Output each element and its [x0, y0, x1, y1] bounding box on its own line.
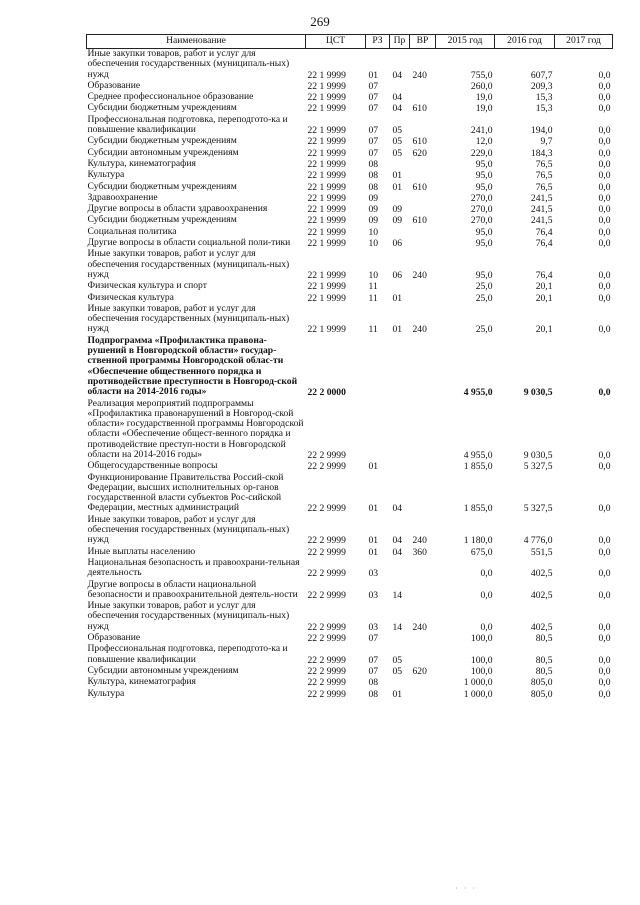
row-2017: 0,0 — [598, 665, 611, 677]
row-name: Субсидии бюджетным учреждениям — [87, 180, 237, 192]
row-2015: 0,0 — [480, 589, 493, 601]
row-rz: 03 — [368, 568, 379, 580]
row-vr: 240 — [412, 535, 427, 547]
row-vr — [410, 336, 436, 399]
row-cst: 22 1 9999 — [307, 324, 346, 336]
row-rz: 01 — [368, 461, 379, 473]
row-2016: 20,1 — [535, 324, 553, 336]
row-pr: 05 — [392, 136, 403, 148]
header-2015: 2015 год — [436, 35, 495, 49]
header-2017: 2017 год — [555, 35, 613, 49]
row-cst: 22 1 9999 — [307, 158, 346, 170]
row-pr: 01 — [392, 324, 403, 336]
row-rz: 07 — [368, 80, 379, 92]
row-cst: 22 2 9999 — [307, 449, 346, 461]
row-2017: 0,0 — [598, 324, 611, 336]
row-rz: 07 — [368, 103, 379, 115]
row-name: Иные выплаты населению — [87, 545, 196, 557]
row-2017: 0,0 — [598, 503, 611, 515]
table-row — [87, 580, 613, 602]
row-vr — [410, 204, 436, 215]
row-name: Иные закупки товаров, работ и услуг для обеспечения государственных (муниципаль-ных) нужд — [87, 48, 290, 80]
row-cst: 22 1 9999 — [307, 238, 346, 250]
row-rz: 10 — [368, 226, 379, 238]
row-2017: 0,0 — [598, 192, 611, 204]
row-cst: 22 1 9999 — [307, 269, 346, 281]
row-cst: 22 2 9999 — [307, 461, 346, 473]
row-rz: 10 — [368, 269, 379, 281]
row-rz: 03 — [368, 621, 379, 633]
row-2015: 270,0 — [470, 215, 493, 227]
row-cst: 22 1 9999 — [307, 226, 346, 238]
row-2017: 0,0 — [598, 238, 611, 250]
row-name: Социальная политика — [87, 225, 177, 237]
budget-table — [86, 34, 613, 700]
row-vr — [410, 399, 436, 462]
row-2015: 270,0 — [470, 192, 493, 204]
row-cst: 22 1 9999 — [307, 136, 346, 148]
row-2017: 0,0 — [598, 281, 611, 293]
table-row — [87, 644, 613, 666]
row-vr — [410, 92, 436, 103]
row-name: Культура, кинематография — [87, 676, 196, 688]
row-vr — [410, 193, 436, 204]
row-name: Национальная безопасность и правоохрани-тельная деятельность — [87, 556, 300, 579]
row-name: Физическая культура и спорт — [87, 280, 207, 292]
row-2017: 0,0 — [598, 158, 611, 170]
row-2016: 76,4 — [535, 226, 553, 238]
row-2016: 76,5 — [535, 158, 553, 170]
row-2017: 0,0 — [598, 589, 611, 601]
row-pr: 05 — [392, 654, 403, 666]
row-name: Культура — [87, 169, 125, 181]
row-2016: 805,0 — [530, 688, 553, 700]
row-cst: 22 1 9999 — [307, 181, 346, 193]
row-rz: 09 — [368, 215, 379, 227]
row-rz: 09 — [368, 192, 379, 204]
row-2017: 0,0 — [598, 535, 611, 547]
row-name: Среднее профессиональное образование — [87, 91, 254, 103]
row-2015: 25,0 — [475, 281, 493, 293]
row-2015: 4 955,0 — [463, 387, 493, 399]
row-pr: 06 — [392, 238, 403, 250]
row-rz: 09 — [368, 204, 379, 216]
row-2017: 0,0 — [598, 80, 611, 92]
row-2015: 270,0 — [470, 204, 493, 216]
row-cst: 22 2 9999 — [307, 621, 346, 633]
row-pr — [390, 336, 410, 399]
row-2017: 0,0 — [598, 181, 611, 193]
row-name: Образование — [87, 632, 141, 644]
row-cst: 22 1 9999 — [307, 125, 346, 137]
row-cst: 22 2 9999 — [307, 535, 346, 547]
table-row — [87, 473, 613, 515]
row-pr: 05 — [392, 147, 403, 159]
row-2016: 209,3 — [530, 80, 553, 92]
row-pr — [390, 159, 410, 170]
row-name: Культура, кинематография — [87, 157, 196, 169]
row-vr: 240 — [412, 621, 427, 633]
row-pr: 05 — [392, 125, 403, 137]
row-2015: 241,0 — [470, 125, 493, 137]
row-vr: 240 — [412, 69, 427, 81]
row-pr: 04 — [392, 546, 403, 558]
row-2015: 95,0 — [475, 269, 493, 281]
table-header-row — [87, 35, 613, 49]
row-rz: 07 — [368, 147, 379, 159]
table-row — [87, 689, 613, 700]
row-2015: 95,0 — [475, 226, 493, 238]
table-row — [87, 182, 613, 193]
row-rz: 08 — [368, 181, 379, 193]
table-row — [87, 281, 613, 292]
row-2016: 805,0 — [530, 677, 553, 689]
header-name: Наименование — [87, 35, 306, 49]
row-2016: 402,5 — [530, 589, 553, 601]
row-vr: 360 — [412, 546, 427, 558]
row-pr: 04 — [392, 92, 403, 104]
row-2017: 0,0 — [598, 92, 611, 104]
header-2016: 2016 год — [495, 35, 555, 49]
row-pr: 04 — [392, 503, 403, 515]
row-vr: 610 — [412, 103, 427, 115]
row-2016: 241,5 — [530, 215, 553, 227]
row-vr — [410, 159, 436, 170]
row-name: Профессиональная подготовка, переподгото-ка и повышение квалификации — [87, 643, 288, 665]
row-rz: 07 — [368, 665, 379, 677]
table-row — [87, 170, 613, 181]
row-2017: 0,0 — [598, 136, 611, 148]
row-cst: 22 2 9999 — [307, 503, 346, 515]
row-vr — [410, 644, 436, 666]
row-vr — [410, 633, 436, 644]
row-2015: 1 000,0 — [463, 688, 493, 700]
row-pr: 04 — [392, 535, 403, 547]
row-vr: 240 — [412, 324, 427, 336]
row-2017: 0,0 — [598, 215, 611, 227]
row-2015: 675,0 — [470, 546, 493, 558]
row-pr — [390, 558, 410, 580]
row-cst: 22 1 9999 — [307, 170, 346, 182]
row-cst: 22 1 9999 — [307, 92, 346, 104]
row-2016: 76,5 — [535, 181, 553, 193]
row-2016: 20,1 — [535, 292, 553, 304]
row-cst: 22 2 9999 — [307, 654, 346, 666]
row-name: Иные закупки товаров, работ и услуг для обеспечения государственных (муниципаль-ных) нужд — [87, 248, 290, 280]
row-2016: 15,3 — [535, 92, 553, 104]
row-rz: 07 — [368, 92, 379, 104]
table-row — [87, 461, 613, 472]
row-2016: 80,5 — [535, 633, 553, 645]
row-2015: 1 180,0 — [463, 535, 493, 547]
row-vr — [410, 227, 436, 238]
row-name: Субсидии автономным учреждениям — [87, 146, 239, 158]
table-row — [87, 115, 613, 137]
row-vr — [410, 558, 436, 580]
row-cst: 22 1 9999 — [307, 204, 346, 216]
row-2017: 0,0 — [598, 69, 611, 81]
row-2017: 0,0 — [598, 461, 611, 473]
row-2015: 95,0 — [475, 181, 493, 193]
row-rz: 01 — [368, 546, 379, 558]
row-cst: 22 2 9999 — [307, 589, 346, 601]
row-cst: 22 2 9999 — [307, 665, 346, 677]
row-2016: 184,3 — [530, 147, 553, 159]
row-rz: 07 — [368, 633, 379, 645]
row-rz: 01 — [368, 535, 379, 547]
row-cst: 22 2 9999 — [307, 677, 346, 689]
row-2015: 1 855,0 — [463, 503, 493, 515]
row-vr — [410, 170, 436, 181]
row-2015: 1 000,0 — [463, 677, 493, 689]
row-pr — [390, 281, 410, 292]
row-2017: 0,0 — [598, 449, 611, 461]
row-2017: 0,0 — [598, 568, 611, 580]
row-cst: 22 2 0000 — [307, 387, 346, 399]
row-pr — [390, 193, 410, 204]
row-2017: 0,0 — [598, 654, 611, 666]
row-2015: 25,0 — [475, 292, 493, 304]
row-vr — [410, 281, 436, 292]
row-pr: 01 — [392, 170, 403, 182]
table-row — [87, 304, 613, 336]
row-2017: 0,0 — [598, 147, 611, 159]
row-pr: 05 — [392, 665, 403, 677]
table-row — [87, 601, 613, 633]
row-cst: 22 2 9999 — [307, 688, 346, 700]
row-2015: 4 955,0 — [463, 449, 493, 461]
row-vr: 620 — [412, 665, 427, 677]
row-name: Другие вопросы в области социальной поли-тики — [87, 237, 291, 249]
row-rz — [366, 399, 390, 462]
row-2017: 0,0 — [598, 677, 611, 689]
row-rz: 11 — [368, 292, 378, 304]
row-pr: 06 — [392, 269, 403, 281]
row-name: Реализация мероприятий подпрограммы «Профилактика правонарушений в Новгород-ской области» государственной программы Новгородской области «Обеспечение общест-венного порядка и противодействие преступ-ности в Новгородской области на 2014-2016 годы» — [87, 397, 304, 460]
row-pr: 01 — [392, 292, 403, 304]
row-2015: 95,0 — [475, 170, 493, 182]
row-rz: 08 — [368, 688, 379, 700]
table-row — [87, 49, 613, 81]
row-pr: 01 — [392, 181, 403, 193]
header-vr: ВР — [410, 35, 436, 49]
row-rz: 01 — [368, 503, 379, 515]
row-2017: 0,0 — [598, 546, 611, 558]
row-2015: 229,0 — [470, 147, 493, 159]
row-pr: 09 — [392, 215, 403, 227]
row-2015: 19,0 — [475, 92, 493, 104]
row-2015: 95,0 — [475, 158, 493, 170]
row-rz: 07 — [368, 654, 379, 666]
row-name: Субсидии бюджетным учреждениям — [87, 135, 237, 147]
row-rz: 07 — [368, 136, 379, 148]
row-2017: 0,0 — [598, 269, 611, 281]
row-pr: 04 — [392, 69, 403, 81]
table-row — [87, 249, 613, 281]
row-2017: 0,0 — [598, 292, 611, 304]
row-rz: 01 — [368, 69, 379, 81]
row-name: Иные закупки товаров, работ и услуг для обеспечения государственных (муниципаль-ных) нужд — [87, 302, 290, 335]
row-2015: 1 855,0 — [463, 461, 493, 473]
table-row — [87, 515, 613, 547]
row-2016: 241,5 — [530, 192, 553, 204]
row-name: Субсидии автономным учреждениям — [87, 664, 239, 676]
row-vr — [410, 461, 436, 472]
row-pr — [390, 677, 410, 688]
table-row — [87, 336, 613, 399]
row-name: Здравоохранение — [87, 191, 158, 203]
row-vr: 610 — [412, 181, 427, 193]
row-pr — [390, 81, 410, 92]
row-2016: 194,0 — [530, 125, 553, 137]
row-vr: 240 — [412, 269, 427, 281]
table-row — [87, 399, 613, 462]
row-2015: 12,0 — [475, 136, 493, 148]
row-2016: 76,4 — [535, 269, 553, 281]
row-vr: 610 — [412, 136, 427, 148]
row-2017: 0,0 — [598, 621, 611, 633]
page-number: 269 — [310, 14, 330, 29]
row-pr: 14 — [392, 589, 403, 601]
row-cst: 22 2 9999 — [307, 568, 346, 580]
row-pr — [390, 461, 410, 472]
row-vr — [410, 689, 436, 700]
row-rz: 07 — [368, 125, 379, 137]
row-2016: 607,7 — [530, 69, 553, 81]
row-2016: 5 327,5 — [523, 503, 553, 515]
row-name: Другие вопросы в области национальной безопасности и правоохранительной деятель-ности — [87, 578, 298, 600]
row-2015: 260,0 — [470, 80, 493, 92]
scan-artifact: · · · — [455, 884, 477, 893]
row-cst: 22 1 9999 — [307, 69, 346, 81]
row-name: Профессиональная подготовка, переподгото-ка и повышение квалификации — [87, 113, 288, 136]
row-2015: 100,0 — [470, 665, 493, 677]
row-2017: 0,0 — [598, 387, 611, 399]
row-cst: 22 1 9999 — [307, 215, 346, 227]
row-2016: 9,7 — [540, 136, 553, 148]
row-pr: 09 — [392, 204, 403, 216]
row-2015: 100,0 — [470, 633, 493, 645]
row-2016: 5 327,5 — [523, 461, 553, 473]
row-cst: 22 1 9999 — [307, 292, 346, 304]
row-2017: 0,0 — [598, 633, 611, 645]
row-pr: 01 — [392, 688, 403, 700]
row-vr — [410, 81, 436, 92]
row-rz: 08 — [368, 158, 379, 170]
row-rz: 08 — [368, 170, 379, 182]
row-2016: 4 776,0 — [523, 535, 553, 547]
table-row — [87, 677, 613, 688]
row-name: Субсидии бюджетным учреждениям — [87, 214, 237, 226]
row-vr — [410, 293, 436, 304]
header-rz: РЗ — [366, 35, 390, 49]
row-pr: 04 — [392, 103, 403, 115]
row-rz: 11 — [368, 281, 378, 293]
row-vr — [410, 580, 436, 602]
row-2016: 80,5 — [535, 665, 553, 677]
row-name: Другие вопросы в области здравоохранения — [87, 203, 268, 215]
row-2016: 9 030,5 — [523, 387, 553, 399]
row-2016: 402,5 — [530, 568, 553, 580]
row-2015: 95,0 — [475, 238, 493, 250]
row-vr: 620 — [412, 147, 427, 159]
row-2015: 19,0 — [475, 103, 493, 115]
row-cst: 22 2 9999 — [307, 546, 346, 558]
row-rz: 08 — [368, 677, 379, 689]
row-pr: 14 — [392, 621, 403, 633]
row-rz — [366, 336, 390, 399]
row-rz: 11 — [368, 324, 378, 336]
row-name: Подпрограмма «Профилактика правона-рушений в Новгородской области» государ-ственной программы Новгородской облас-ти «Обеспечение общественного порядка и противодействие преступности в Новгород-ской области на 2014-2016 годы» — [87, 334, 298, 398]
row-name: Физическая культура — [87, 291, 174, 303]
header-cst: ЦСТ — [306, 35, 366, 49]
row-pr — [390, 227, 410, 238]
row-2017: 0,0 — [598, 226, 611, 238]
row-name: Субсидии бюджетным учреждениям — [87, 102, 237, 114]
row-vr — [410, 238, 436, 249]
row-2015: 100,0 — [470, 654, 493, 666]
row-name: Культура — [87, 687, 125, 699]
row-rz: 10 — [368, 238, 379, 250]
header-pr: Пр — [390, 35, 410, 49]
row-pr — [390, 633, 410, 644]
row-2015: 0,0 — [480, 621, 493, 633]
row-cst: 22 2 9999 — [307, 633, 346, 645]
row-2016: 76,4 — [535, 238, 553, 250]
row-name: Иные закупки товаров, работ и услуг для обеспечения государственных (муниципаль-ных) нужд — [87, 513, 290, 546]
row-name: Общегосударственные вопросы — [87, 460, 218, 472]
row-cst: 22 1 9999 — [307, 192, 346, 204]
table-row — [87, 136, 613, 147]
row-vr — [410, 473, 436, 515]
row-2017: 0,0 — [598, 688, 611, 700]
row-2015: 755,0 — [470, 69, 493, 81]
row-2017: 0,0 — [598, 125, 611, 137]
row-vr — [410, 677, 436, 688]
row-pr — [390, 399, 410, 462]
row-2016: 76,5 — [535, 170, 553, 182]
row-name: Иные закупки товаров, работ и услуг для обеспечения государственных (муниципаль-ных) нужд — [87, 600, 290, 632]
row-2017: 0,0 — [598, 170, 611, 182]
row-name: Образование — [87, 79, 141, 91]
row-cst: 22 1 9999 — [307, 80, 346, 92]
row-cst: 22 1 9999 — [307, 147, 346, 159]
row-rz: 03 — [368, 589, 379, 601]
row-name: Функционирование Правительства Россий-ской Федерации, высших исполнительных ор-ганов государственной власти субъектов Рос-сийской Федерации, местных администраций — [87, 471, 284, 514]
row-2016: 20,1 — [535, 281, 553, 293]
row-2016: 241,5 — [530, 204, 553, 216]
row-cst: 22 1 9999 — [307, 103, 346, 115]
row-2016: 15,3 — [535, 103, 553, 115]
row-2016: 551,5 — [530, 546, 553, 558]
table-body — [87, 49, 613, 700]
table-row — [87, 159, 613, 170]
row-cst: 22 1 9999 — [307, 281, 346, 293]
row-2017: 0,0 — [598, 103, 611, 115]
row-2016: 80,5 — [535, 654, 553, 666]
row-vr — [410, 115, 436, 137]
row-2016: 402,5 — [530, 621, 553, 633]
row-vr: 610 — [412, 215, 427, 227]
row-2015: 0,0 — [480, 568, 493, 580]
row-2017: 0,0 — [598, 204, 611, 216]
row-2015: 25,0 — [475, 324, 493, 336]
row-2016: 9 030,5 — [523, 449, 553, 461]
table-row — [87, 558, 613, 580]
